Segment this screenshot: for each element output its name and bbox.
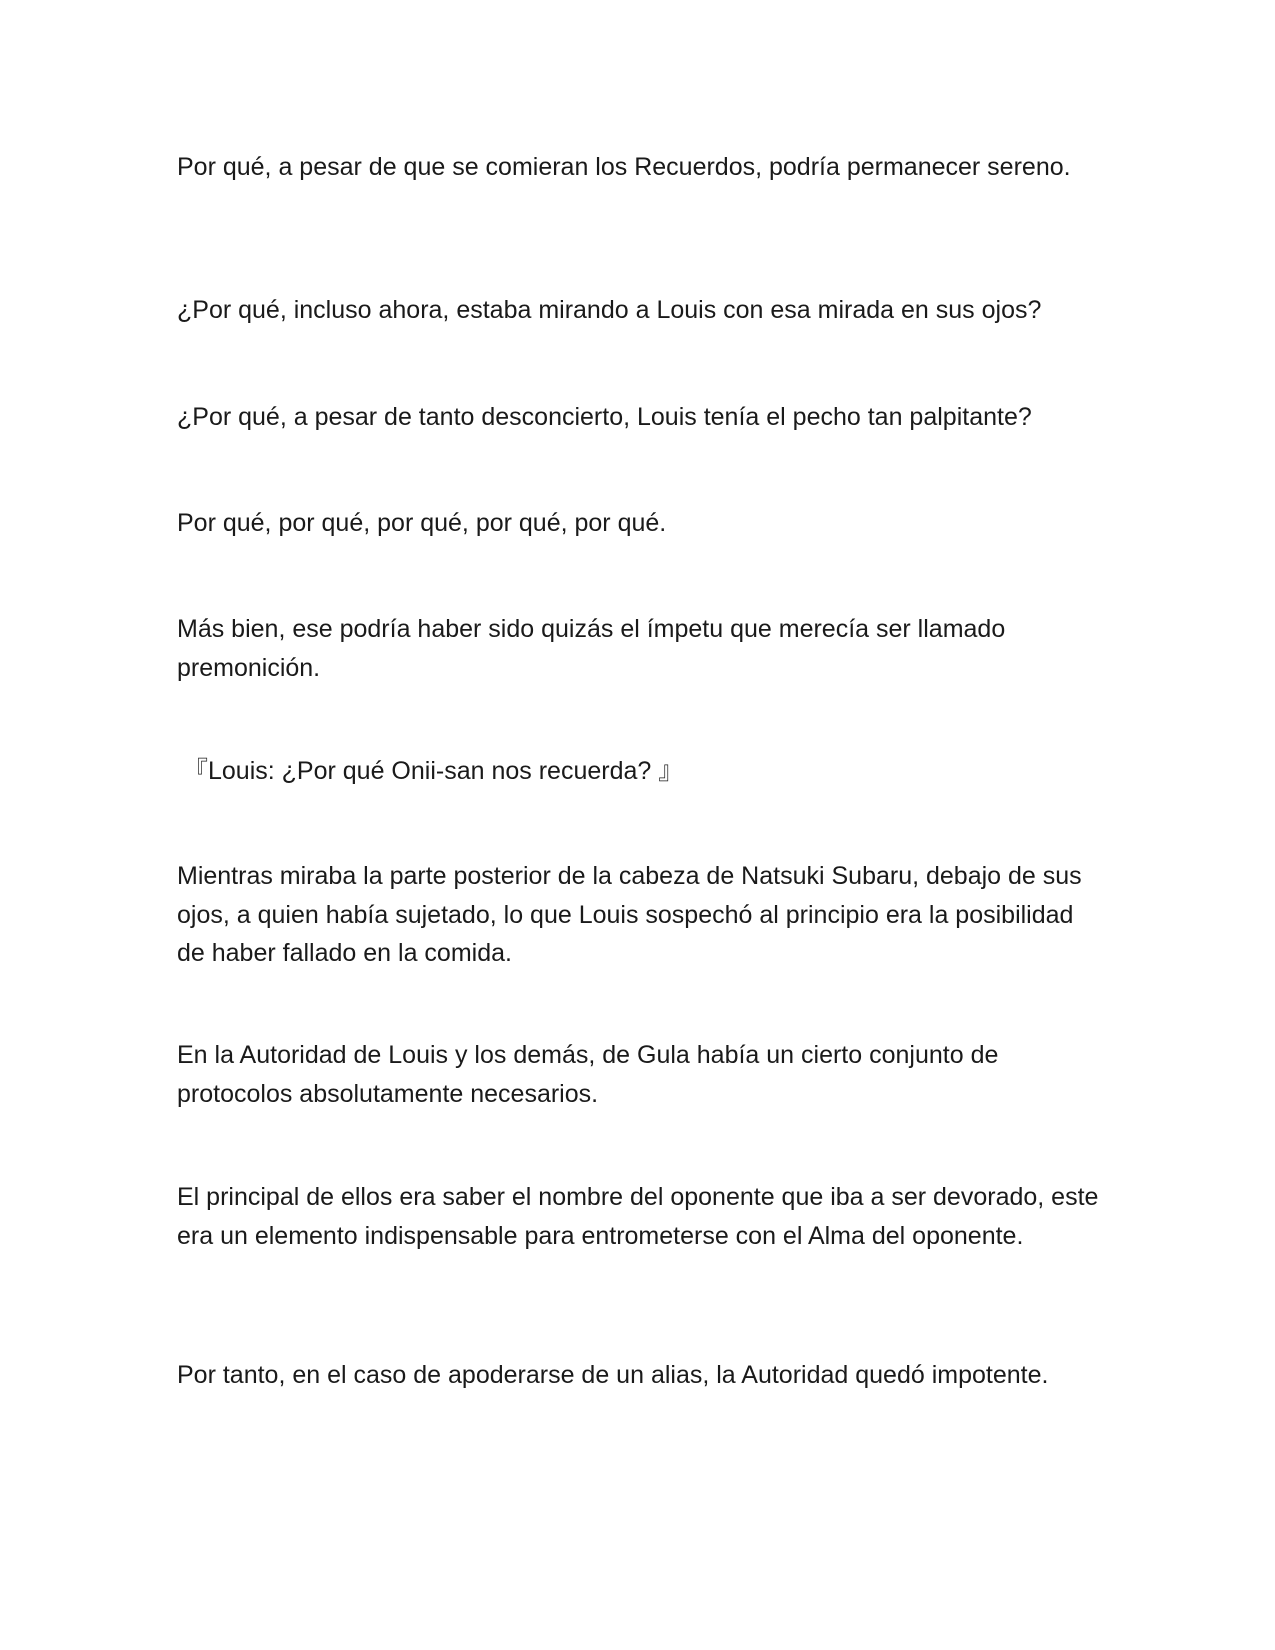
paragraph-7: Mientras miraba la parte posterior de la cabeza de Natsuki Subaru, debajo de sus ojos, a quien había sujetado, lo que Louis sospechó al principio era la posibilidad de haber fallado en la comida. [177, 862, 1082, 967]
paragraph-8: En la Autoridad de Louis y los demás, de Gula había un cierto conjunto de protocolos absolutamente necesarios. [177, 1041, 999, 1108]
paragraph-3: ¿Por qué, a pesar de tanto desconcierto, Louis tenía el pecho tan palpitante? [177, 403, 1032, 431]
paragraph-10: Por tanto, en el caso de apoderarse de un alias, la Autoridad quedó impotente. [177, 1361, 1049, 1389]
paragraph-4: Por qué, por qué, por qué, por qué, por qué. [177, 509, 667, 537]
paragraph-1: Por qué, a pesar de que se comieran los Recuerdos, podría permanecer sereno. [177, 153, 1071, 181]
paragraph-9: El principal de ellos era saber el nombre del oponente que iba a ser devorado, este era un elemento indispensable para entrometerse con el Alma del oponente. [177, 1183, 1099, 1250]
paragraph-2: ¿Por qué, incluso ahora, estaba mirando a Louis con esa mirada en sus ojos? [177, 296, 1042, 324]
paragraph-5: Más bien, ese podría haber sido quizás el ímpetu que merecía ser llamado premonición. [177, 615, 1006, 682]
dialogue-quote: 『Louis: ¿Por qué Onii-san nos recuerda? 』 [183, 757, 684, 785]
